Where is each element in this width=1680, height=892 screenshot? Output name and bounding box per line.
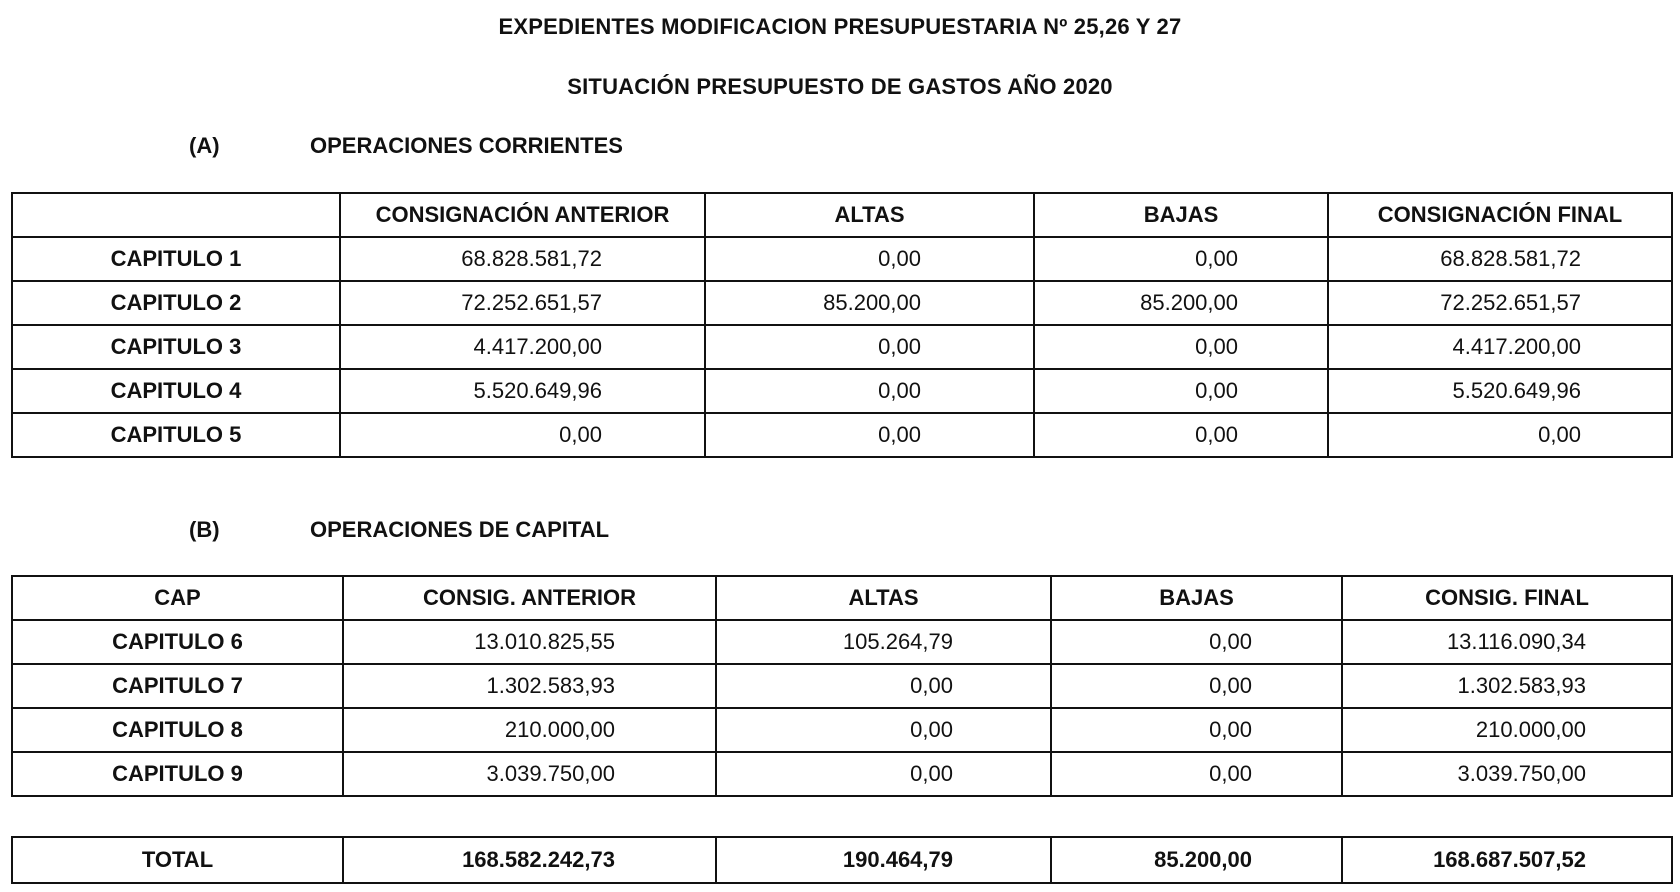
row-label: CAPITULO 2 [12, 281, 340, 325]
cell-value: 4.417.200,00 [340, 325, 705, 369]
cell-value: 0,00 [1034, 413, 1328, 457]
cell-value: 0,00 [1051, 752, 1342, 796]
cell-value: 0,00 [705, 325, 1034, 369]
cell-value: 1.302.583,93 [343, 664, 716, 708]
cell-value: 3.039.750,00 [1342, 752, 1672, 796]
column-header: CONSIGNACIÓN ANTERIOR [340, 193, 705, 237]
cell-value: 1.302.583,93 [1342, 664, 1672, 708]
section-a-letter: (A) [189, 133, 220, 158]
row-label: CAPITULO 4 [12, 369, 340, 413]
cell-value: 105.264,79 [716, 620, 1051, 664]
row-label: CAPITULO 7 [12, 664, 343, 708]
total-value: 168.582.242,73 [343, 837, 716, 883]
cell-value: 0,00 [1034, 369, 1328, 413]
document-subtitle: SITUACIÓN PRESUPUESTO DE GASTOS AÑO 2020 [567, 74, 1113, 99]
table-row [12, 369, 1672, 413]
cell-value: 72.252.651,57 [1328, 281, 1672, 325]
table-row [12, 325, 1672, 369]
column-header: ALTAS [705, 193, 1034, 237]
cell-value: 0,00 [1051, 708, 1342, 752]
column-header: CONSIG. FINAL [1342, 576, 1672, 620]
table-row [12, 237, 1672, 281]
total-value: 168.687.507,52 [1342, 837, 1672, 883]
total-label: TOTAL [12, 837, 343, 883]
section-a-name: OPERACIONES CORRIENTES [310, 133, 623, 158]
section-b-name: OPERACIONES DE CAPITAL [310, 517, 610, 542]
total-value: 190.464,79 [716, 837, 1051, 883]
cell-value: 68.828.581,72 [340, 237, 705, 281]
column-header: CAP [12, 576, 343, 620]
table-row [12, 620, 1672, 664]
document-title: EXPEDIENTES MODIFICACION PRESUPUESTARIA Nº 25,26 Y 27 [498, 14, 1182, 39]
row-label: CAPITULO 5 [12, 413, 340, 457]
table-row [12, 752, 1672, 796]
cell-value: 0,00 [716, 708, 1051, 752]
cell-value: 68.828.581,72 [1328, 237, 1672, 281]
cell-value: 0,00 [705, 237, 1034, 281]
column-header: BAJAS [1051, 576, 1342, 620]
row-label: CAPITULO 9 [12, 752, 343, 796]
cell-value: 0,00 [1051, 620, 1342, 664]
table-header-row [12, 576, 1672, 620]
total-table [11, 836, 1673, 884]
cell-value: 85.200,00 [1034, 281, 1328, 325]
cell-value: 13.010.825,55 [343, 620, 716, 664]
capital-operations-table [11, 575, 1673, 797]
column-header [12, 193, 340, 237]
column-header: BAJAS [1034, 193, 1328, 237]
cell-value: 0,00 [705, 369, 1034, 413]
row-label: CAPITULO 3 [12, 325, 340, 369]
row-label: CAPITULO 6 [12, 620, 343, 664]
section-b-letter: (B) [189, 517, 220, 542]
total-value: 85.200,00 [1051, 837, 1342, 883]
cell-value: 0,00 [716, 752, 1051, 796]
column-header: CONSIG. ANTERIOR [343, 576, 716, 620]
cell-value: 5.520.649,96 [340, 369, 705, 413]
table-row [12, 281, 1672, 325]
cell-value: 0,00 [1051, 664, 1342, 708]
cell-value: 0,00 [340, 413, 705, 457]
row-label: CAPITULO 8 [12, 708, 343, 752]
table-row [12, 664, 1672, 708]
column-header: ALTAS [716, 576, 1051, 620]
table-row [12, 708, 1672, 752]
table-header-row [12, 193, 1672, 237]
cell-value: 0,00 [1034, 325, 1328, 369]
cell-value: 13.116.090,34 [1342, 620, 1672, 664]
cell-value: 0,00 [705, 413, 1034, 457]
table-row [12, 413, 1672, 457]
cell-value: 210.000,00 [1342, 708, 1672, 752]
cell-value: 5.520.649,96 [1328, 369, 1672, 413]
cell-value: 4.417.200,00 [1328, 325, 1672, 369]
cell-value: 72.252.651,57 [340, 281, 705, 325]
cell-value: 0,00 [1034, 237, 1328, 281]
column-header: CONSIGNACIÓN FINAL [1328, 193, 1672, 237]
cell-value: 85.200,00 [705, 281, 1034, 325]
cell-value: 0,00 [1328, 413, 1672, 457]
row-label: CAPITULO 1 [12, 237, 340, 281]
current-operations-table [11, 192, 1673, 458]
cell-value: 3.039.750,00 [343, 752, 716, 796]
cell-value: 0,00 [716, 664, 1051, 708]
total-row [12, 837, 1672, 883]
cell-value: 210.000,00 [343, 708, 716, 752]
